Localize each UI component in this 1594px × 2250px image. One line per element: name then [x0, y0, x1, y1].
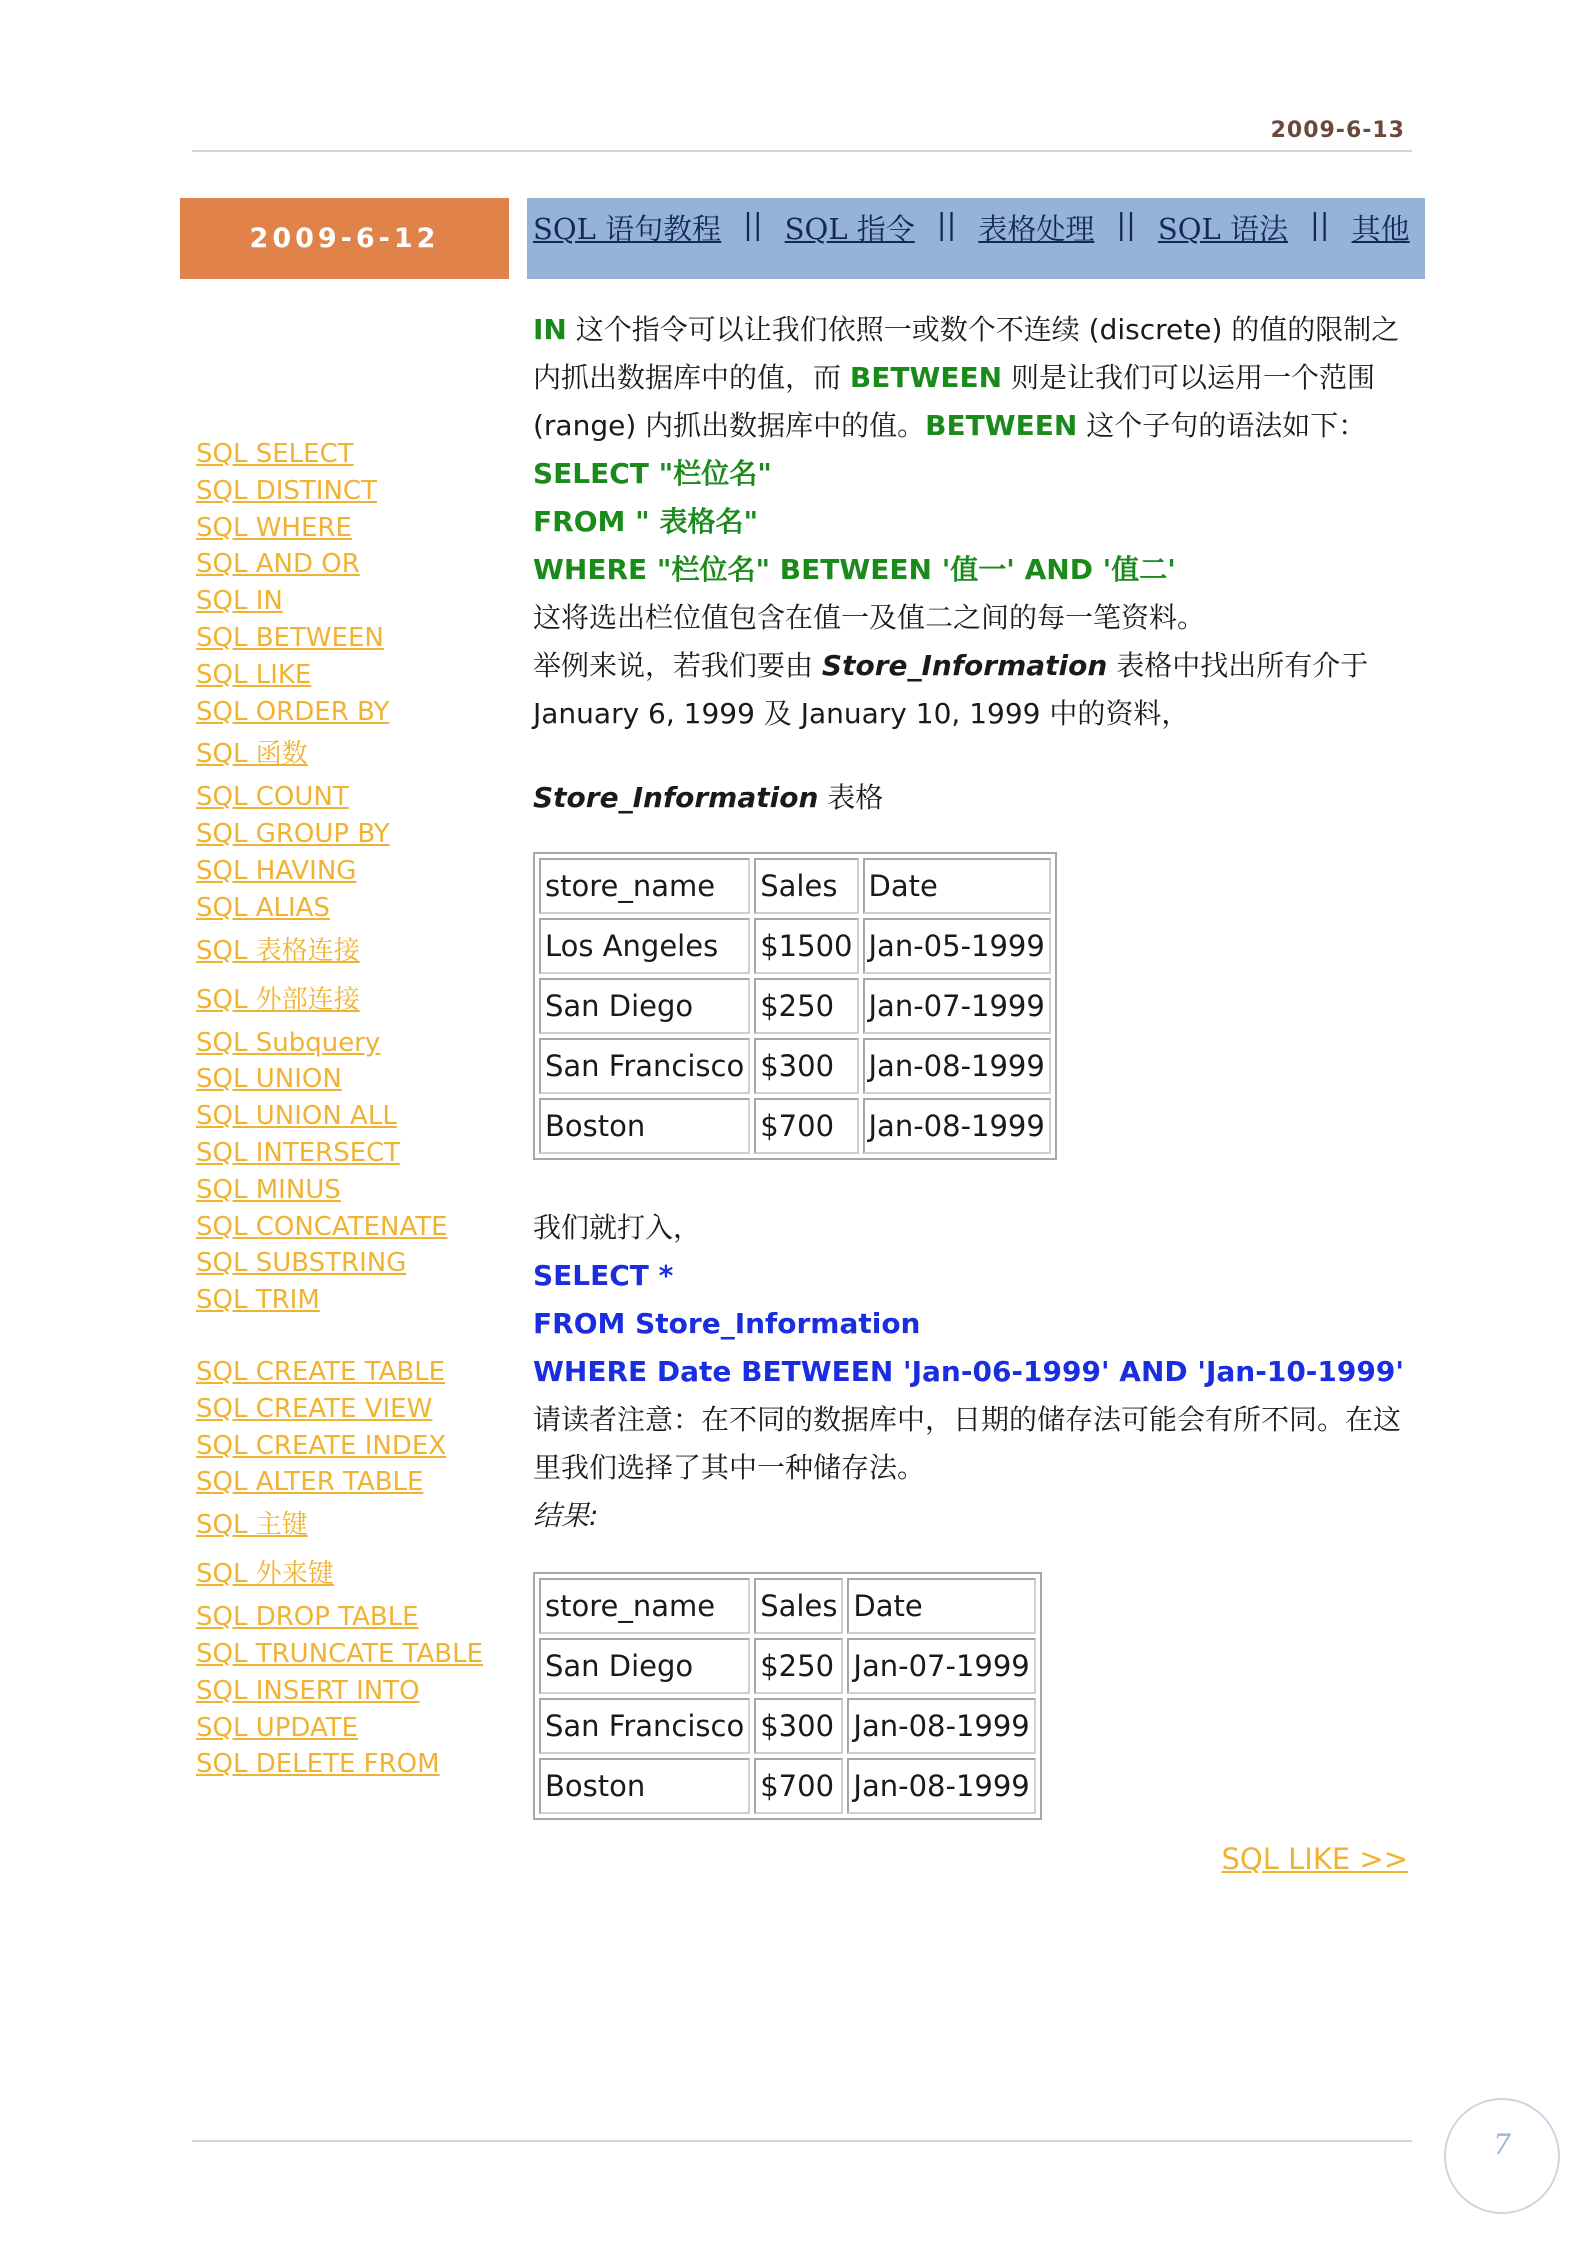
sidebar-link[interactable]: SQL UPDATE	[196, 1712, 359, 1743]
table-cell: $300	[754, 1038, 858, 1094]
sidebar-link[interactable]: SQL COUNT	[196, 782, 349, 813]
table-cell: San Francisco	[539, 1038, 750, 1094]
nav-other[interactable]: 其他	[1351, 212, 1410, 246]
query-line: WHERE Date BETWEEN 'Jan-06-1999' AND 'Jan-10-1999'	[533, 1355, 1404, 1388]
next-page-link[interactable]: SQL LIKE >>	[1221, 1842, 1408, 1876]
header-cell: Date	[863, 858, 1051, 914]
intro-text: 这个子句的语法如下：	[1077, 409, 1367, 442]
table-row	[539, 1638, 1036, 1694]
sidebar-link[interactable]: SQL 表格连接	[196, 935, 360, 966]
table-caption	[533, 774, 1413, 822]
nav-separator: ||	[1310, 207, 1330, 241]
table-cell: Jan-07-1999	[863, 978, 1051, 1034]
table-row	[539, 1098, 1051, 1154]
example-text: 表格中找出所有介于 January 6, 1999 及 January 10, 1999 中的资料，	[533, 649, 1369, 730]
nav-sql-tutorial[interactable]: SQL 语句教程	[533, 212, 722, 246]
storage-note: 请读者注意：在不同的数据库中，日期的储存法可能会有所不同。在这里我们选择了其中一种储存法。	[533, 1403, 1402, 1484]
sidebar-link[interactable]: SQL CONCATENATE	[196, 1211, 448, 1242]
header-cell: Sales	[754, 858, 858, 914]
table-cell: Jan-08-1999	[847, 1758, 1035, 1814]
sidebar-link[interactable]: SQL BETWEEN	[196, 622, 384, 653]
sidebar-link[interactable]: SQL CREATE INDEX	[196, 1430, 447, 1461]
sidebar-link[interactable]: SQL 外来键	[196, 1559, 334, 1590]
table-row	[539, 1038, 1051, 1094]
table-cell: Boston	[539, 1758, 750, 1814]
nav-separator: ||	[743, 207, 763, 241]
result-table	[533, 1572, 1042, 1820]
date-box: 2009-6-12	[180, 198, 509, 279]
keyword-between: BETWEEN	[849, 361, 1003, 394]
table-cell: Boston	[539, 1098, 750, 1154]
header-cell: store_name	[539, 1578, 750, 1634]
sidebar-link[interactable]: SQL 主键	[196, 1510, 308, 1541]
table-cell: Jan-07-1999	[847, 1638, 1035, 1694]
sidebar-link[interactable]: SQL INTERSECT	[196, 1137, 401, 1168]
nav-sql-syntax[interactable]: SQL 语法	[1157, 212, 1289, 246]
keyword-in: IN	[533, 313, 567, 346]
table-cell: $700	[754, 1758, 843, 1814]
table-name-ref: Store_Information	[821, 649, 1108, 682]
header-cell: store_name	[539, 858, 750, 914]
table-cell: Jan-08-1999	[863, 1038, 1051, 1094]
table-row	[539, 978, 1051, 1034]
sidebar-link[interactable]: SQL ALIAS	[196, 892, 330, 923]
syntax-line: FROM " 表格名"	[533, 505, 759, 538]
table-cell: Jan-08-1999	[863, 1098, 1051, 1154]
header-cell: Date	[847, 1578, 1035, 1634]
intro-text: 这个指令可以让我们依照一或数个不连续 (discrete) 的值的限制之内抓出数据库中的值，而	[533, 313, 1400, 394]
sidebar-link[interactable]: SQL WHERE	[196, 512, 352, 543]
sidebar-link[interactable]: SQL INSERT INTO	[196, 1675, 420, 1706]
sidebar-link[interactable]: SQL ORDER BY	[196, 696, 390, 727]
table-cell: $250	[754, 1638, 843, 1694]
sidebar-link[interactable]: SQL Subquery	[196, 1027, 381, 1058]
sidebar-link[interactable]: SQL SUBSTRING	[196, 1248, 407, 1279]
table-name: Store_Information	[533, 781, 819, 814]
table-cell: $250	[754, 978, 858, 1034]
table-cell: San Francisco	[539, 1698, 750, 1754]
sidebar-link[interactable]: SQL AND OR	[196, 549, 360, 580]
example-paragraph	[533, 642, 1413, 738]
table-row	[539, 1758, 1036, 1814]
sidebar-link[interactable]: SQL UNION ALL	[196, 1101, 397, 1132]
main-content	[533, 306, 1413, 1820]
header-rule	[192, 150, 1412, 152]
syntax-line: SELECT "栏位名"	[533, 457, 772, 490]
sidebar-link[interactable]: SQL LIKE	[196, 659, 312, 690]
query-line: SELECT *	[533, 1259, 674, 1292]
nav-table-processing[interactable]: 表格处理	[978, 212, 1095, 246]
table-header-row	[539, 1578, 1036, 1634]
table-cell: San Diego	[539, 1638, 750, 1694]
footer-rule	[192, 2140, 1412, 2142]
sidebar-link[interactable]: SQL DELETE FROM	[196, 1749, 440, 1780]
sidebar-link[interactable]: SQL TRIM	[196, 1285, 320, 1316]
sidebar-link[interactable]: SQL IN	[196, 586, 283, 617]
sidebar-link[interactable]: SQL SELECT	[196, 439, 354, 469]
sidebar-link[interactable]: SQL DROP TABLE	[196, 1602, 419, 1633]
sidebar-link[interactable]: SQL MINUS	[196, 1174, 341, 1205]
nav-sql-commands[interactable]: SQL 指令	[784, 212, 915, 246]
intro-text: 则是让我们可以运用一个范围 (range) 内抓出数据库中的值。	[533, 361, 1375, 442]
table-cell: $300	[754, 1698, 843, 1754]
keyword-between: BETWEEN	[925, 409, 1078, 442]
table-cell: $700	[754, 1098, 858, 1154]
sidebar-link[interactable]: SQL TRUNCATE TABLE	[196, 1638, 484, 1669]
page-number: 7	[1493, 2127, 1511, 2161]
header-cell: Sales	[754, 1578, 843, 1634]
page-number-badge	[1444, 2098, 1560, 2214]
sidebar-link[interactable]: SQL 外部连接	[196, 984, 360, 1015]
sidebar-link[interactable]: SQL 函数	[196, 739, 308, 770]
sidebar-nav	[196, 436, 496, 1783]
store-information-table	[533, 852, 1057, 1160]
syntax-line: WHERE "栏位名" BETWEEN '值一' AND '值二'	[533, 553, 1176, 586]
table-cell: Jan-08-1999	[847, 1698, 1035, 1754]
sidebar-link[interactable]: SQL CREATE TABLE	[196, 1356, 446, 1387]
sidebar-link[interactable]: SQL DISTINCT	[196, 475, 377, 506]
nav-separator: ||	[1116, 207, 1136, 241]
sidebar-link[interactable]: SQL ALTER TABLE	[196, 1467, 424, 1498]
table-cell: Jan-05-1999	[863, 918, 1051, 974]
table-row	[539, 1698, 1036, 1754]
sidebar-spacer	[196, 1319, 496, 1354]
sidebar-link[interactable]: SQL GROUP BY	[196, 819, 390, 850]
table-caption-suffix: 表格	[818, 781, 884, 814]
sidebar-link[interactable]: SQL UNION	[196, 1064, 342, 1095]
sidebar-link[interactable]: SQL CREATE VIEW	[196, 1393, 433, 1424]
example-text: 举例来说，若我们要由	[533, 649, 822, 682]
top-nav	[527, 198, 1425, 279]
query-line: FROM Store_Information	[533, 1307, 921, 1340]
result-label: 结果:	[533, 1499, 599, 1532]
sidebar-link[interactable]: SQL HAVING	[196, 855, 357, 886]
table-cell: San Diego	[539, 978, 750, 1034]
table-header-row	[539, 858, 1051, 914]
table-cell: $1500	[754, 918, 858, 974]
table-row	[539, 918, 1051, 974]
header-date: 2009-6-13	[1270, 118, 1405, 143]
table-cell: Los Angeles	[539, 918, 750, 974]
nav-separator: ||	[936, 207, 957, 241]
intro-paragraph	[533, 306, 1413, 450]
we-type-text: 我们就打入，	[533, 1211, 702, 1244]
syntax-description: 这将选出栏位值包含在值一及值二之间的每一笔资料。	[533, 601, 1206, 634]
